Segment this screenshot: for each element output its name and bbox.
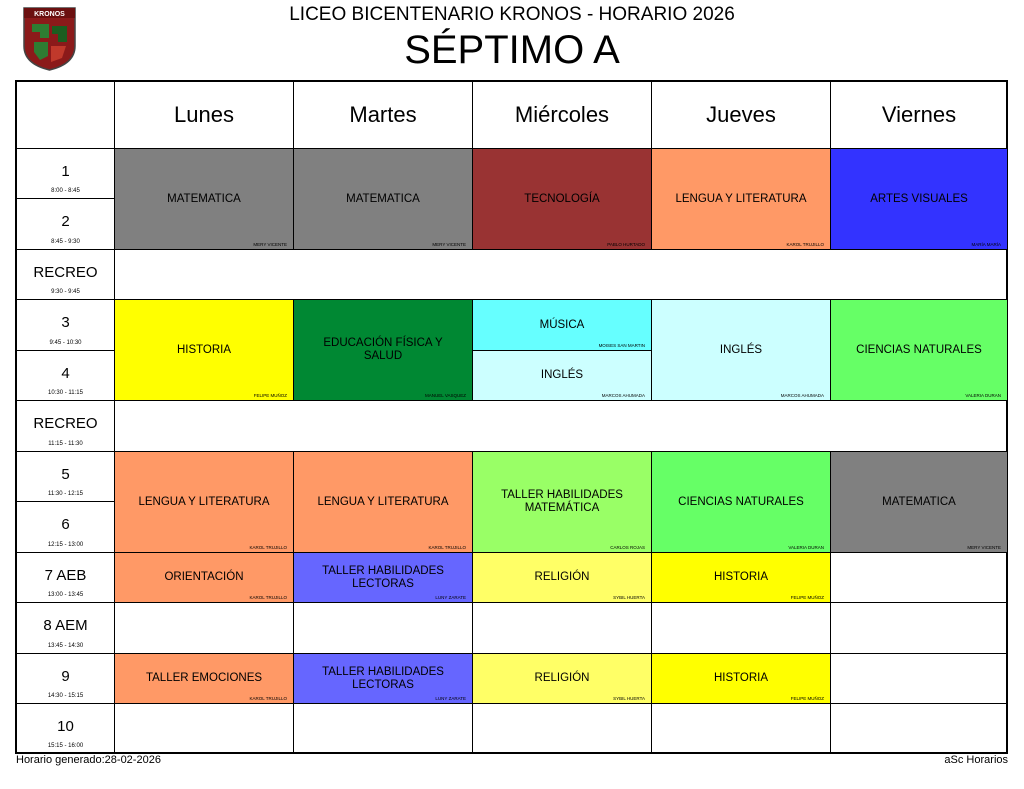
lesson-teacher: KAROL TRUJILLO [786,242,824,247]
period-header [17,553,115,603]
empty-cell [831,553,1008,603]
period-time: 10:30 - 11:15 [48,390,83,396]
lesson-cell [652,149,831,250]
lesson-cell [115,452,294,553]
lesson-subject: TALLER HABILIDADES LECTORAS [322,665,444,691]
brand-label: aSc Horarios [944,754,1008,766]
lesson-cell [473,149,652,250]
lesson-subject: RELIGIÓN [534,571,590,583]
lesson-teacher: MARCOS AHUMADA [601,393,645,398]
lesson-teacher: MERY VICENTE [967,545,1001,550]
lesson-teacher: KAROL TRUJILLO [249,595,287,600]
period-time: 11:15 - 11:30 [48,441,83,447]
day-header [115,82,294,149]
period-time: 13:00 - 13:45 [47,592,84,598]
lesson-cell [294,300,473,401]
period-header [17,401,115,452]
period-label: 9 [61,668,70,685]
empty-cell [294,704,473,754]
lesson-cell [652,553,831,603]
day-label: Viernes [881,102,957,127]
lesson-teacher: SYBIL HUERTA [613,696,645,701]
lesson-subject: INGLÉS [719,343,763,356]
lesson-subject: LENGUA Y LITERATURA [317,495,449,508]
lesson-teacher: FELIPE MUÑOZ [790,696,824,701]
day-label: Martes [349,102,417,127]
empty-cell [652,603,831,654]
lesson-subject: TALLER EMOCIONES [145,672,263,684]
period-header [17,149,115,199]
lesson-cell [831,300,1008,401]
period-label: 1 [61,163,70,180]
recess-row [115,401,1008,452]
lesson-cell [473,452,652,553]
period-header [17,452,115,502]
period-header [17,704,115,754]
period-label: 7 AEB [44,567,87,584]
lesson-subject: TECNOLOGÍA [524,192,600,205]
lesson-cell [294,553,473,603]
class-title: SÉPTIMO A [404,28,620,72]
lesson-teacher: MARÍA MARÍA [971,242,1001,247]
lesson-teacher: PABLO HURTADO [607,242,645,247]
period-time: 11:30 - 12:15 [48,491,83,497]
lesson-cell [473,351,652,401]
day-header [831,82,1008,149]
lesson-teacher: MANUEL VASQUEZ [424,393,466,398]
day-label: Lunes [174,102,234,127]
lesson-subject: LENGUA Y LITERATURA [138,495,270,508]
lesson-subject: MATEMATICA [346,192,420,205]
lesson-cell [294,452,473,553]
period-header [17,502,115,553]
corner-cell [17,82,115,149]
empty-cell [473,603,652,654]
lesson-teacher: MOISES SAN MARTIN [598,343,645,348]
lesson-subject: HISTORIA [713,672,769,684]
lesson-teacher: FELIPE MUÑOZ [790,595,824,600]
day-label: Jueves [706,102,776,127]
lesson-teacher: VALERIA DURAN [965,393,1001,398]
lesson-subject: LENGUA Y LITERATURA [675,192,807,205]
lesson-subject: ORIENTACIÓN [164,571,244,583]
lesson-teacher: FELIPE MUÑOZ [253,393,287,398]
empty-cell [652,704,831,754]
lesson-cell [294,654,473,704]
period-header [17,250,115,300]
lesson-subject: MATEMATICA [882,495,956,508]
lesson-teacher: KAROL TRUJILLO [249,545,287,550]
lesson-subject: HISTORIA [176,343,232,356]
lesson-subject: MATEMATICA [167,192,241,205]
lesson-cell [652,654,831,704]
empty-cell [294,603,473,654]
lesson-subject: RELIGIÓN [534,672,590,684]
lesson-teacher: CARLOS ROJAS [610,545,645,550]
lesson-teacher: MERY VICENTE [253,242,287,247]
lesson-teacher: KAROL TRUJILLO [249,696,287,701]
lesson-subject: MÚSICA [539,318,585,331]
timetable-grid [15,80,1008,754]
period-label: 8 AEM [43,617,88,634]
period-label: 4 [61,365,70,382]
lesson-cell [652,300,831,401]
period-time: 12:15 - 13:00 [47,542,84,548]
period-header [17,300,115,351]
lesson-subject: TALLER HABILIDADES LECTORAS [322,564,444,590]
period-time: 14:30 - 15:15 [47,693,84,699]
period-time: 13:45 - 14:30 [47,643,84,649]
period-header [17,654,115,704]
period-header [17,351,115,401]
empty-cell [831,654,1008,704]
day-header [294,82,473,149]
period-label: 6 [61,516,70,533]
empty-cell [831,603,1008,654]
lesson-subject: EDUCACIÓN FÍSICA Y SALUD [323,337,443,362]
lesson-teacher: MARCOS AHUMADA [780,393,824,398]
school-title: LICEO BICENTENARIO KRONOS - HORARIO 2026 [289,4,735,25]
day-header [652,82,831,149]
lesson-subject: INGLÉS [540,369,584,381]
lesson-teacher: LUNY ZARATE [435,696,466,701]
lesson-cell [115,149,294,250]
empty-cell [473,704,652,754]
lesson-subject: HISTORIA [713,571,769,583]
lesson-teacher: MERY VICENTE [432,242,466,247]
lesson-cell [652,452,831,553]
lesson-teacher: KAROL TRUJILLO [428,545,466,550]
period-time: 9:30 - 9:45 [51,289,80,295]
lesson-cell [473,553,652,603]
period-time: 15:15 - 16:00 [47,743,84,749]
lesson-cell [473,300,652,351]
period-label: 3 [61,314,70,331]
day-header [473,82,652,149]
period-time: 9:45 - 10:30 [49,340,82,346]
generated-date: Horario generado:28-02-2026 [16,754,161,766]
lesson-subject: CIENCIAS NATURALES [856,343,982,356]
recess-row [115,250,1008,300]
lesson-teacher: LUNY ZARATE [435,595,466,600]
empty-cell [115,704,294,754]
lesson-teacher: SYBIL HUERTA [613,595,645,600]
lesson-subject: TALLER HABILIDADES MATEMÁTICA [501,489,623,514]
lesson-teacher: VALERIA DURAN [788,545,824,550]
lesson-subject: CIENCIAS NATURALES [678,495,804,508]
lesson-cell [115,654,294,704]
lesson-cell [115,553,294,603]
period-label: RECREO [33,264,98,281]
period-header [17,199,115,250]
day-label: Miércoles [514,102,610,127]
period-label: 10 [57,718,74,735]
period-label: 2 [61,213,70,230]
empty-cell [115,603,294,654]
lesson-cell [294,149,473,250]
empty-cell [831,704,1008,754]
lesson-cell [831,452,1008,553]
period-header [17,603,115,654]
lesson-cell [473,654,652,704]
lesson-subject: ARTES VISUALES [870,192,968,205]
lesson-cell [115,300,294,401]
svg-text:KRONOS: KRONOS [34,11,65,18]
lesson-cell [831,149,1008,250]
period-time: 8:00 - 8:45 [51,188,80,194]
period-label: 5 [61,466,70,483]
period-time: 8:45 - 9:30 [51,239,80,245]
period-label: RECREO [33,415,98,432]
